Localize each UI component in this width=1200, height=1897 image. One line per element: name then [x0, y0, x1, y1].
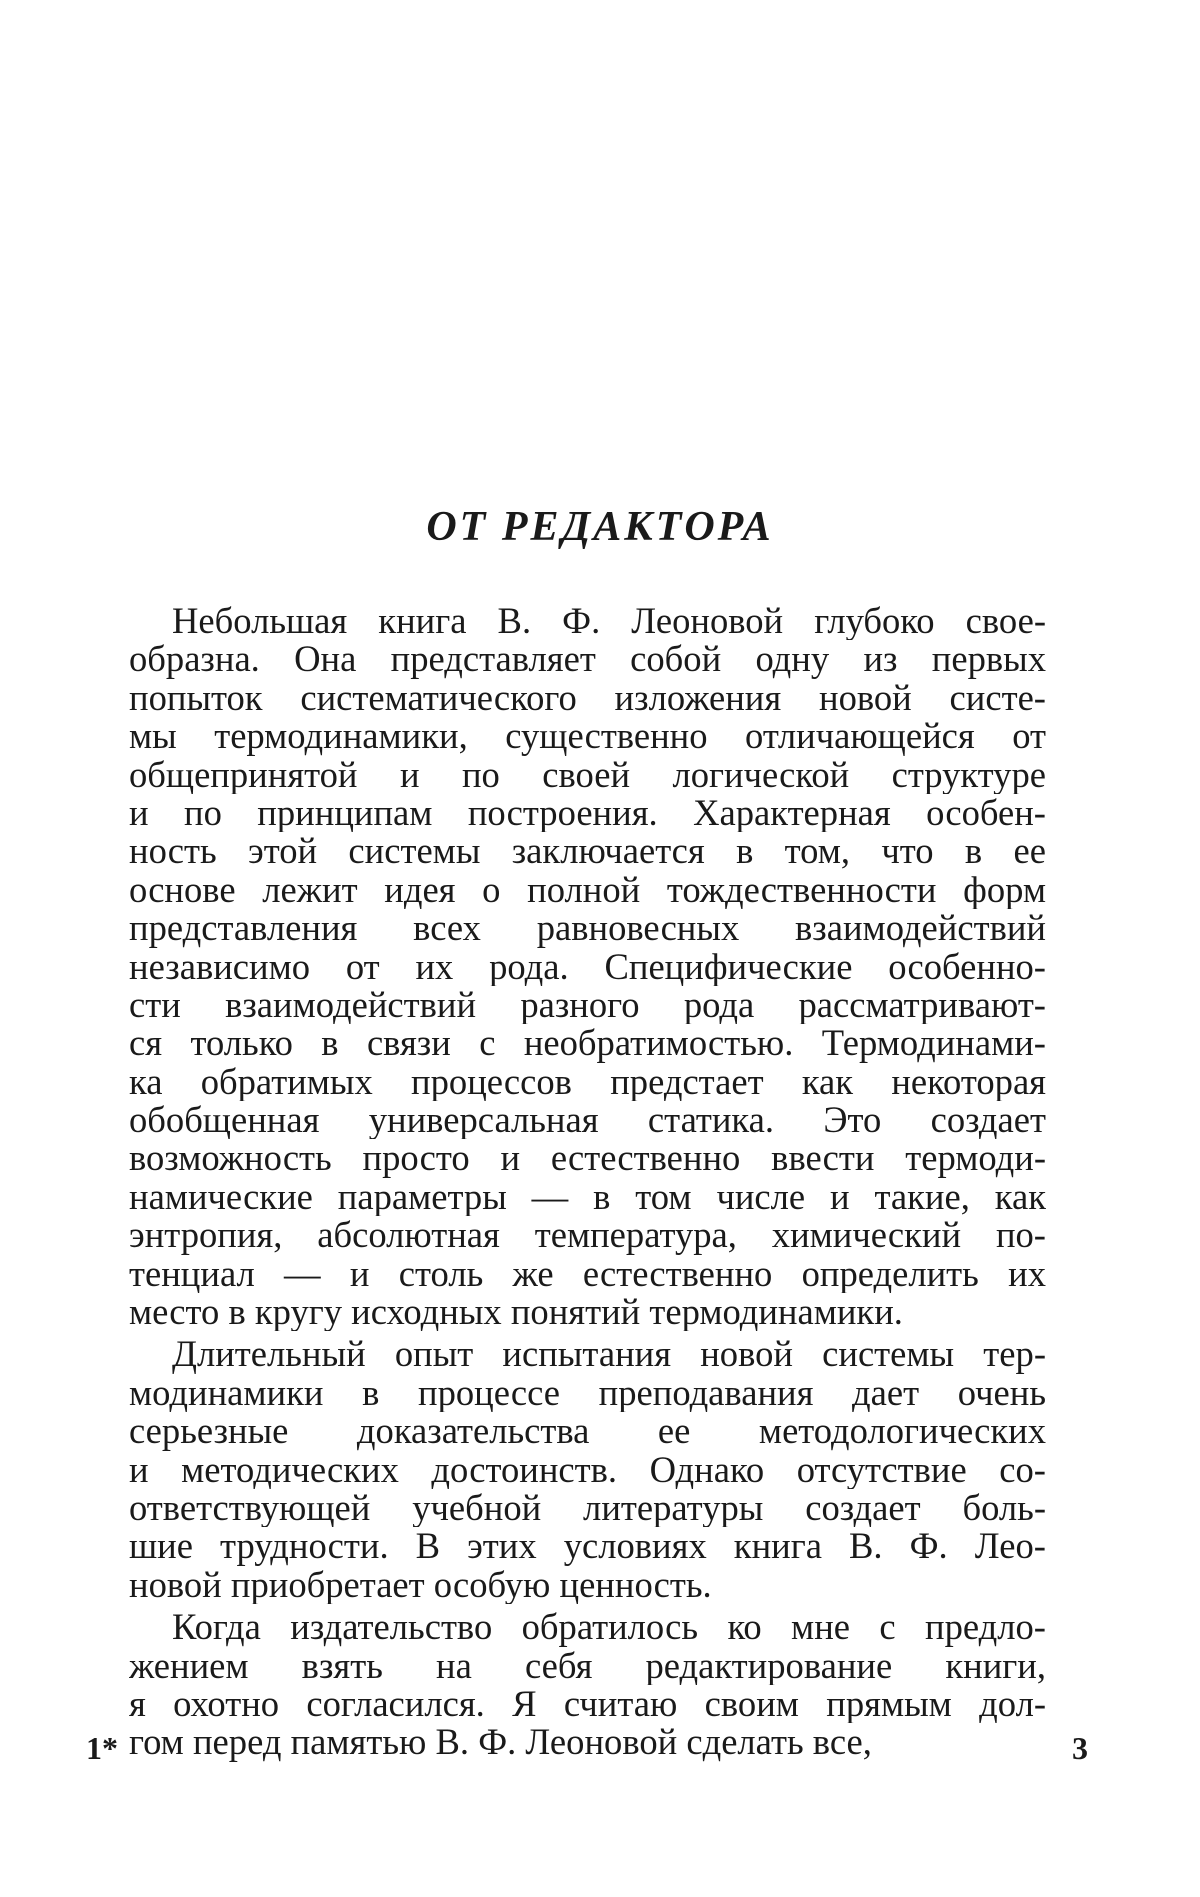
text-line: тенциал — и столь же естественно определить их: [129, 1254, 1046, 1294]
paragraph: [129, 602, 1046, 1331]
text-line: и по принципам построения. Характерная особен-: [129, 793, 1046, 833]
text-line: гом перед памятью В. Ф. Леоновой сделать все,: [129, 1723, 872, 1762]
text-line: попыток систематического изложения новой систе-: [129, 678, 1046, 718]
text-line: Небольшая книга В. Ф. Леоновой глубоко свое-: [172, 602, 1046, 641]
paragraph: [129, 1608, 1046, 1762]
text-line: и методических достоинств. Однако отсутствие со-: [129, 1450, 1046, 1489]
text-line: общепринятой и по своей логической структуре: [129, 755, 1046, 794]
text-line: Когда издательство обратилось ко мне с предло-: [172, 1608, 1046, 1647]
page-heading: ОТ РЕДАКТОРА: [426, 504, 774, 550]
text-line: мы термодинамики, существенно отличающейся от: [129, 717, 1046, 756]
text-line: ся только в связи с необратимостью. Термодинами-: [129, 1024, 1046, 1063]
text-line: ответствующей учебной литературы создает боль-: [129, 1488, 1046, 1528]
text-line: ность этой системы заключается в том, что в ее: [129, 832, 1046, 871]
text-line: возможность просто и естественно ввести термоди-: [129, 1139, 1046, 1178]
text-line: жением взять на себя редактирование книги,: [129, 1646, 1046, 1685]
text-line: я охотно согласился. Я считаю своим прямым дол-: [129, 1684, 1046, 1724]
text-line: ка обратимых процессов предстает как некоторая: [129, 1062, 1046, 1102]
text-line: Длительный опыт испытания новой системы тер-: [172, 1335, 1046, 1374]
text-line: шие трудности. В этих условиях книга В. Ф. Лео-: [129, 1527, 1046, 1566]
text-line: новой приобретает особую ценность.: [129, 1565, 712, 1605]
text-line: основе лежит идея о полной тождественности форм: [129, 870, 1046, 910]
text-line: намические параметры — в том числе и такие, как: [129, 1177, 1046, 1217]
text-line: обобщенная универсальная статика. Это создает: [129, 1101, 1046, 1140]
text-line: образна. Она представляет собой одну из первых: [129, 640, 1046, 679]
text-line: модинамики в процессе преподавания дает очень: [129, 1373, 1046, 1413]
page-number: 3: [1072, 1730, 1088, 1766]
text-line: представления всех равновесных взаимодействий: [129, 909, 1046, 948]
text-line: энтропия, абсолютная температура, химический по-: [129, 1216, 1046, 1255]
paragraph: [129, 1335, 1046, 1604]
signature-mark: 1*: [86, 1730, 118, 1766]
text-line: независимо от их рода. Специфические особенно-: [129, 947, 1046, 986]
body-text: [129, 602, 1046, 1766]
text-line: серьезные доказательства ее методологических: [129, 1412, 1046, 1451]
text-line: место в кругу исходных понятий термодинамики.: [129, 1293, 903, 1332]
text-line: сти взаимодействий разного рода рассматривают-: [129, 985, 1046, 1025]
